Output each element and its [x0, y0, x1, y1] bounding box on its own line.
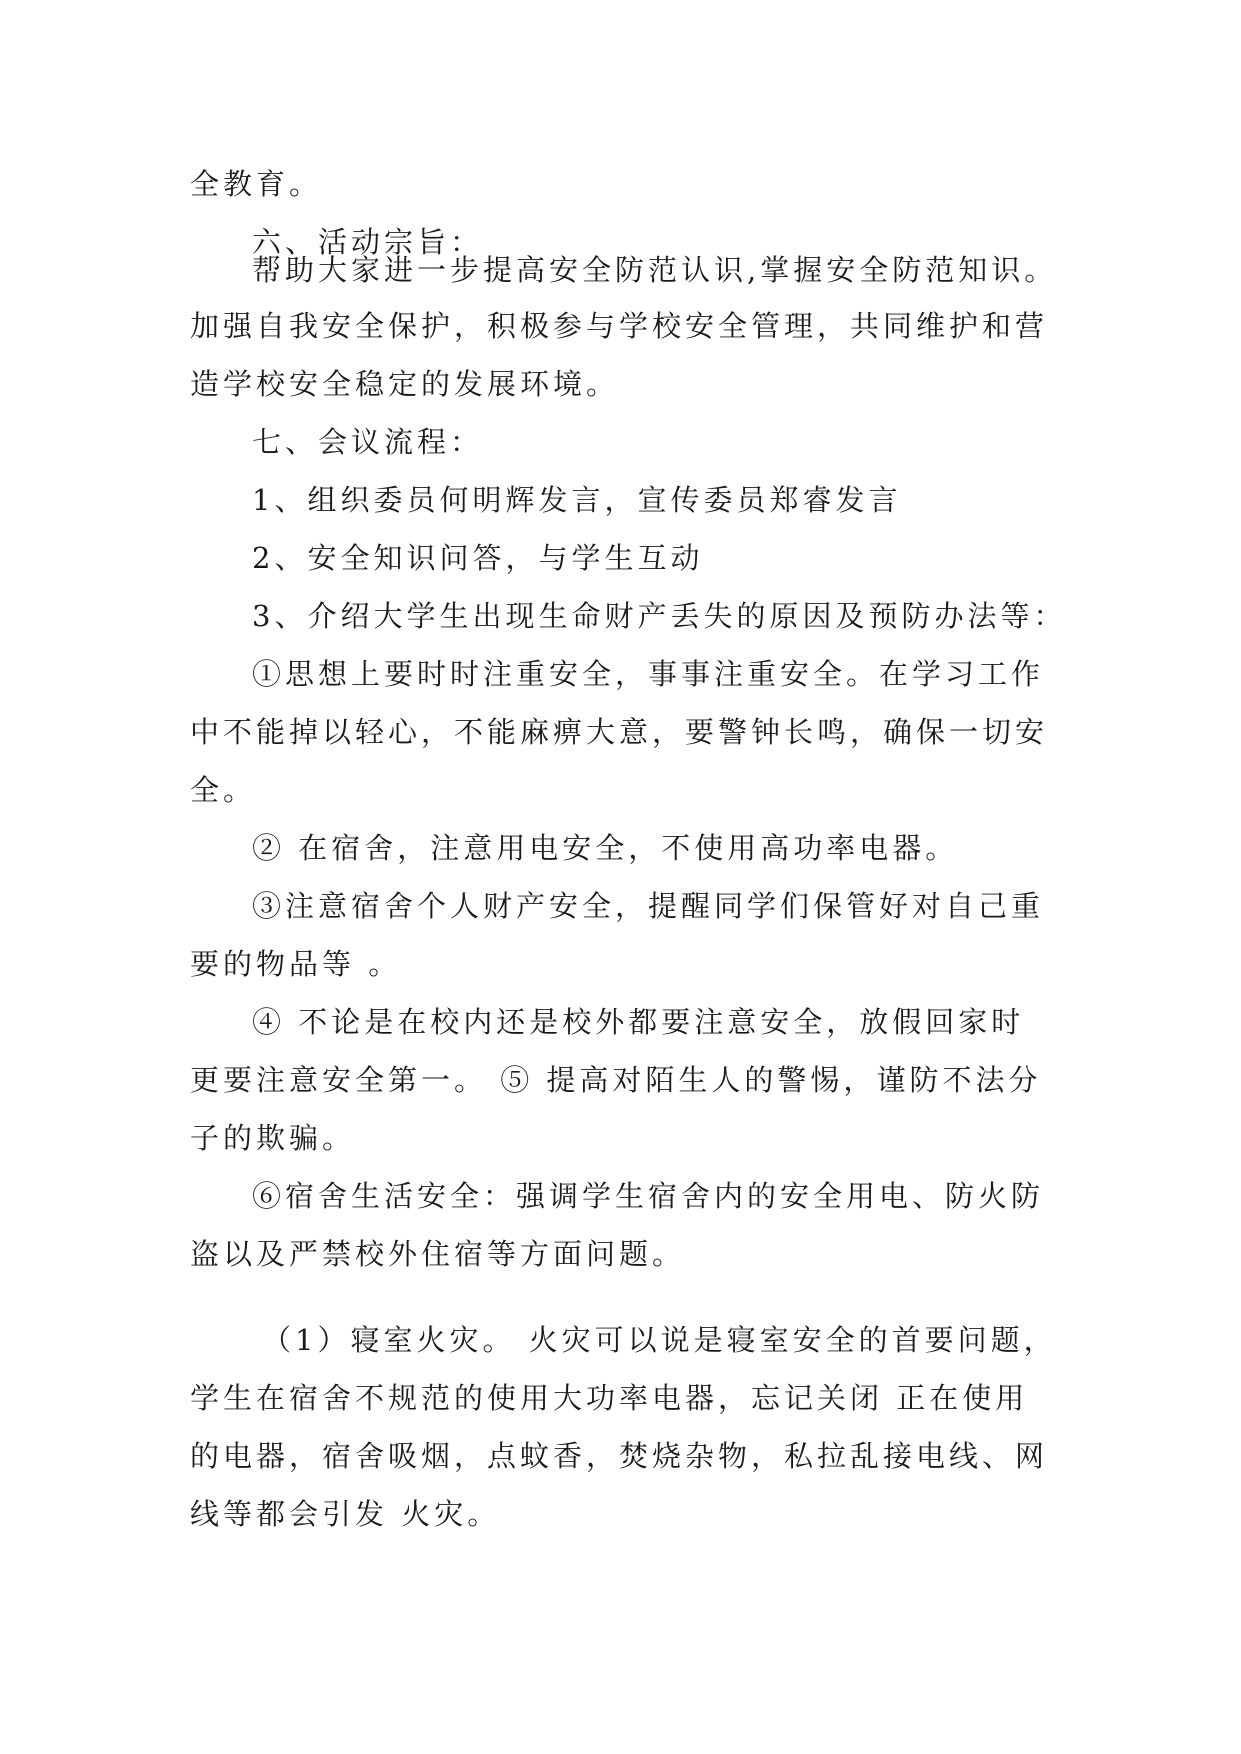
text-line: 学生在宿舍不规范的使用大功率电器，忘记关闭 正在使用 [190, 1381, 1029, 1415]
text-line: 的电器，宿舍吸烟，点蚊香，焚烧杂物，私拉乱接电线、网 [190, 1439, 1049, 1473]
text-line: ② 在宿舍，注意用电安全，不使用高功率电器。 [252, 831, 959, 865]
section-heading: 六、活动宗旨： [252, 225, 484, 259]
text-line: ④ 不论是在校内还是校外都要注意安全，放假回家时 [252, 1005, 1025, 1039]
list-item: 2、安全知识问答，与学生互动 [252, 541, 704, 575]
text-line: 帮助大家进一步提高安全防范认识,掌握安全防范知识。 [252, 253, 1058, 287]
text-line: （1）寝室火灾。 火灾可以说是寝室安全的首要问题， [262, 1323, 1057, 1357]
text-line: 全教育。 [190, 167, 323, 201]
text-line: 要的物品等 。 [190, 947, 402, 981]
text-line: ③注意宿舍个人财产安全，提醒同学们保管好对自己重 [252, 889, 1045, 923]
text-line: 盗以及严禁校外住宿等方面问题。 [190, 1237, 686, 1271]
text-line: 全。 [190, 773, 257, 807]
text-line: 造学校安全稳定的发展环境。 [190, 367, 620, 401]
text-line: ⑥宿舍生活安全：强调学生宿舍内的安全用电、防火防 [252, 1179, 1045, 1213]
text-line: 加强自我安全保护，积极参与学校安全管理，共同维护和营 [190, 309, 1049, 343]
text-line: 更要注意安全第一。 ⑤ 提高对陌生人的警惕，谨防不法分 [190, 1063, 1042, 1097]
text-line: ①思想上要时时注重安全，事事注重安全。在学习工作 [252, 657, 1045, 691]
list-item: 1、组织委员何明辉发言，宣传委员郑睿发言 [252, 483, 902, 517]
section-heading: 七、会议流程： [252, 425, 484, 459]
text-line: 线等都会引发 火灾。 [190, 1497, 501, 1531]
list-item: 3、介绍大学生出现生命财产丢失的原因及预防办法等： [252, 599, 1067, 633]
text-line: 子的欺骗。 [190, 1121, 356, 1155]
text-line: 中不能掉以轻心，不能麻痹大意，要警钟长鸣，确保一切安 [190, 715, 1049, 749]
